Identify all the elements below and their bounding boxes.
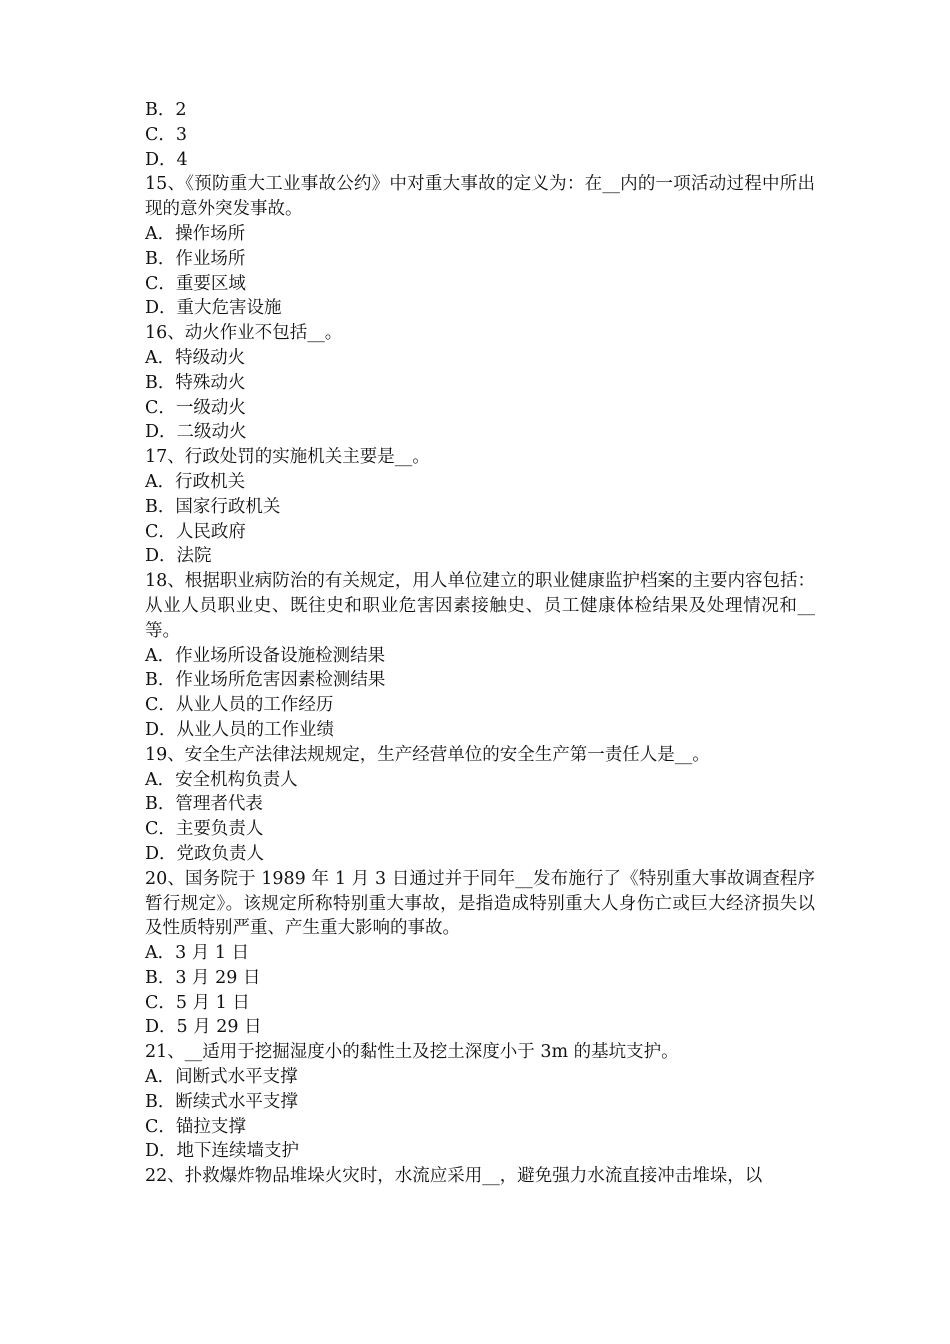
answer-option: A．特级动火 [145, 347, 246, 368]
answer-option: A．安全机构负责人 [145, 769, 298, 790]
answer-option: B．国家行政机关 [145, 496, 281, 517]
question-text: 22、扑救爆炸物品堆垛火灾时，水流应采用__，避免强力水流直接冲击堆垛，以 [145, 1166, 763, 1187]
answer-option: D．党政负责人 [145, 843, 265, 864]
answer-option: C．3 [145, 124, 188, 145]
question-text: 16、动火作业不包括__。 [145, 323, 343, 344]
answer-option: D．5 月 29 日 [145, 1017, 262, 1038]
answer-option: A．作业场所设备设施检测结果 [145, 645, 386, 666]
answer-option: D．地下连续墙支护 [145, 1141, 300, 1162]
answer-option: B．作业场所危害因素检测结果 [145, 670, 386, 691]
question-text: 15、《预防重大工业事故公约》中对重大事故的定义为：在__内的一项活动过程中所出现的意外突发事故。 [145, 174, 815, 220]
answer-option: C．重要区域 [145, 273, 246, 294]
question-text: 17、行政处罚的实施机关主要是__。 [145, 447, 430, 468]
question-text: 20、国务院于 1989 年 1 月 3 日通过并于同年__发布施行了《特别重大事故调查程序暂行规定》。该规定所称特别重大事故，是指造成特别重大人身伤亡或巨大经济损失以及性质特别严重、产生重大影响的事故。 [145, 868, 815, 939]
answer-option: A．3 月 1 日 [145, 943, 250, 964]
answer-option: A．间断式水平支撑 [145, 1067, 298, 1088]
question-text: 18、根据职业病防治的有关规定，用人单位建立的职业健康监护档案的主要内容包括：从业人员职业史、既往史和职业危害因素接触史、员工健康体检结果及处理情况和__等。 [145, 571, 815, 641]
answer-option: B．特殊动火 [145, 372, 246, 393]
answer-option: D．4 [145, 149, 188, 170]
answer-option: B．3 月 29 日 [145, 967, 261, 988]
question-text: 21、__适用于挖掘湿度小的黏性土及挖土深度小于 3m 的基坑支护。 [145, 1042, 679, 1063]
answer-option: B．作业场所 [145, 248, 246, 269]
answer-option: D．重大危害设施 [145, 298, 282, 319]
answer-option: D．二级动火 [145, 422, 247, 443]
answer-option: B．2 [145, 100, 187, 120]
document-page [145, 98, 815, 1189]
answer-option: A．操作场所 [145, 223, 246, 244]
answer-option: C．锚拉支撑 [145, 1116, 246, 1137]
answer-option: C．5 月 1 日 [145, 992, 250, 1013]
answer-option: D．法院 [145, 546, 212, 567]
answer-option: C．主要负责人 [145, 819, 264, 840]
question-text: 19、安全生产法律法规规定，生产经营单位的安全生产第一责任人是__。 [145, 744, 710, 765]
answer-option: B．管理者代表 [145, 794, 263, 815]
answer-option: A．行政机关 [145, 471, 246, 492]
answer-option: B．断续式水平支撑 [145, 1091, 298, 1112]
answer-option: D．从业人员的工作业绩 [145, 719, 335, 740]
answer-option: C．人民政府 [145, 521, 246, 542]
answer-option: C．从业人员的工作经历 [145, 695, 334, 716]
answer-option: C．一级动火 [145, 397, 246, 418]
